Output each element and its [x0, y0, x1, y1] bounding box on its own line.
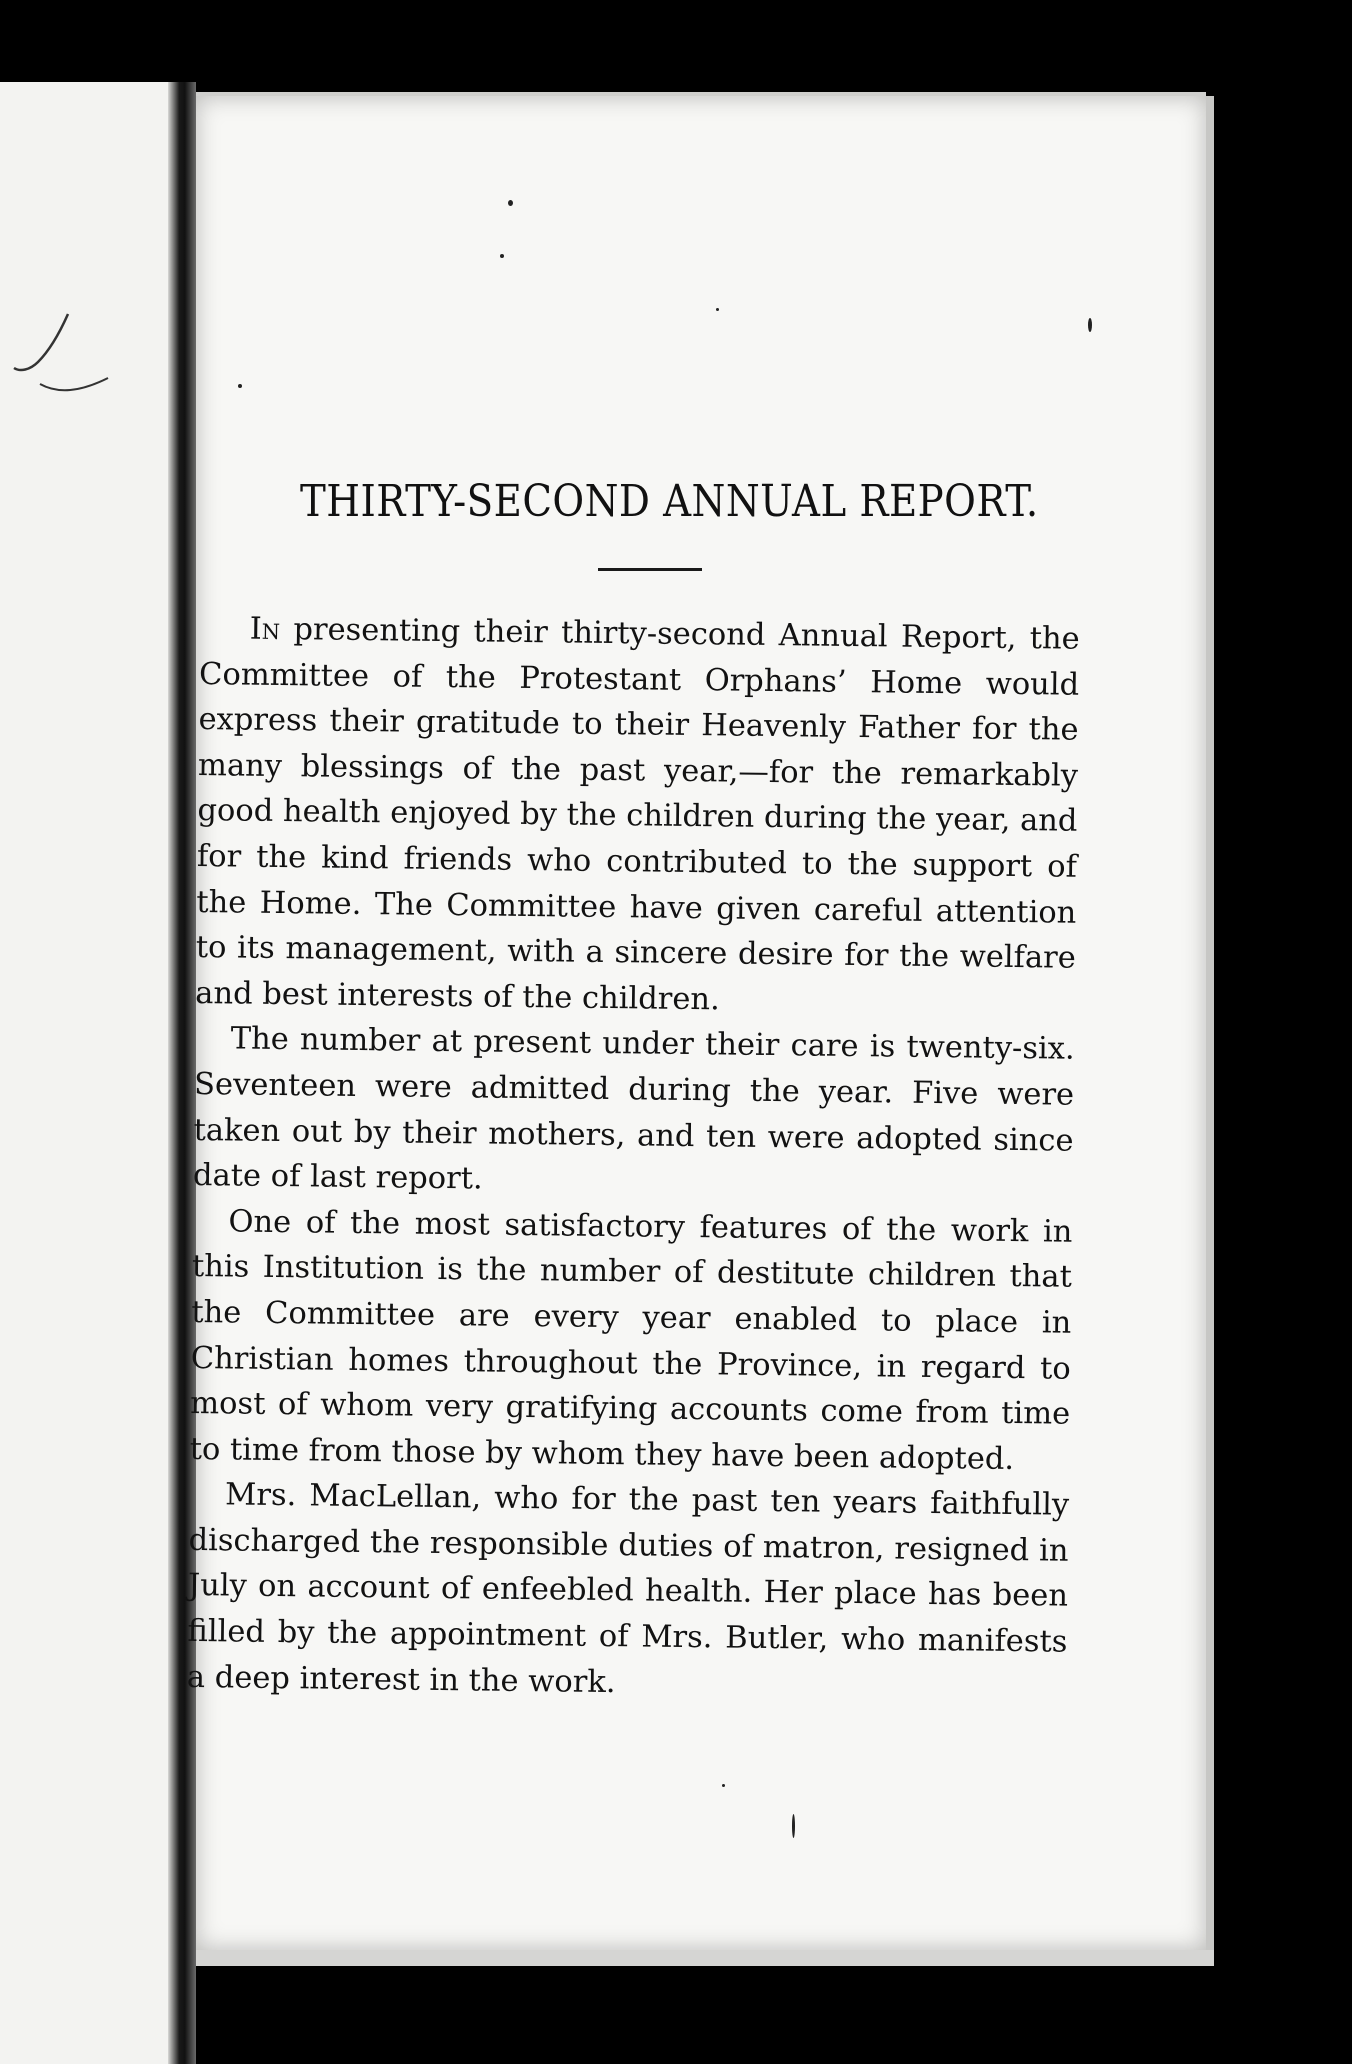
paragraph-2: The number at present under their care is twenty-six. Seventeen were admitted during the year. Five were taken out by their mothers, and ten were adopted since date of last report.: [192, 1021, 1075, 1197]
pencil-mark: [10, 232, 110, 402]
page-title: THIRTY-SECOND ANNUAL REPORT.: [300, 476, 1039, 527]
paragraph-1: [195, 606, 1080, 1027]
paragraph-1-text: presenting their thirty-second Annual Report, the Committee of the Protestant Orphans’ Home would express their gratitude to their Heavenly Father for the many blessings of the past year,—for the remarkably good health enjoyed by the children during the year, and for the kind friends who contributed to the support of the Home. The Committee have given careful attention to its management, with a sincere desire for the welfare and best interests of the children.: [195, 611, 1080, 1018]
speck: [238, 384, 242, 388]
book-gutter: [168, 82, 196, 2064]
speck: [508, 200, 513, 206]
facing-page: [0, 82, 168, 2064]
speck: [1088, 318, 1092, 332]
paragraph-4: Mrs. MacLellan, who for the past ten years faithfully discharged the responsible duties of matron, resigned in July on account of enfeebled health. Her place has been filled by the appointment of Mrs. Butler, who manifests a deep interest in the work.: [186, 1477, 1070, 1700]
speck: [716, 308, 719, 311]
drop-lead: In: [249, 611, 281, 647]
speck: [500, 254, 504, 258]
page-right-edge: [1206, 96, 1214, 1950]
paragraph-3: One of the most satisfactory features of the work in this Institution is the number of destitute children that the Committee are every year enabled to place in Christian homes throughout the Province, in regard to most of whom very gratifying accounts come from time to time from those by whom they have been adopted.: [189, 1204, 1073, 1477]
speck: [722, 1784, 725, 1787]
title-rule: [598, 568, 702, 571]
page-bottom-edge: [196, 1950, 1214, 1966]
speck: [792, 1814, 795, 1838]
report-body: [187, 606, 1080, 1711]
